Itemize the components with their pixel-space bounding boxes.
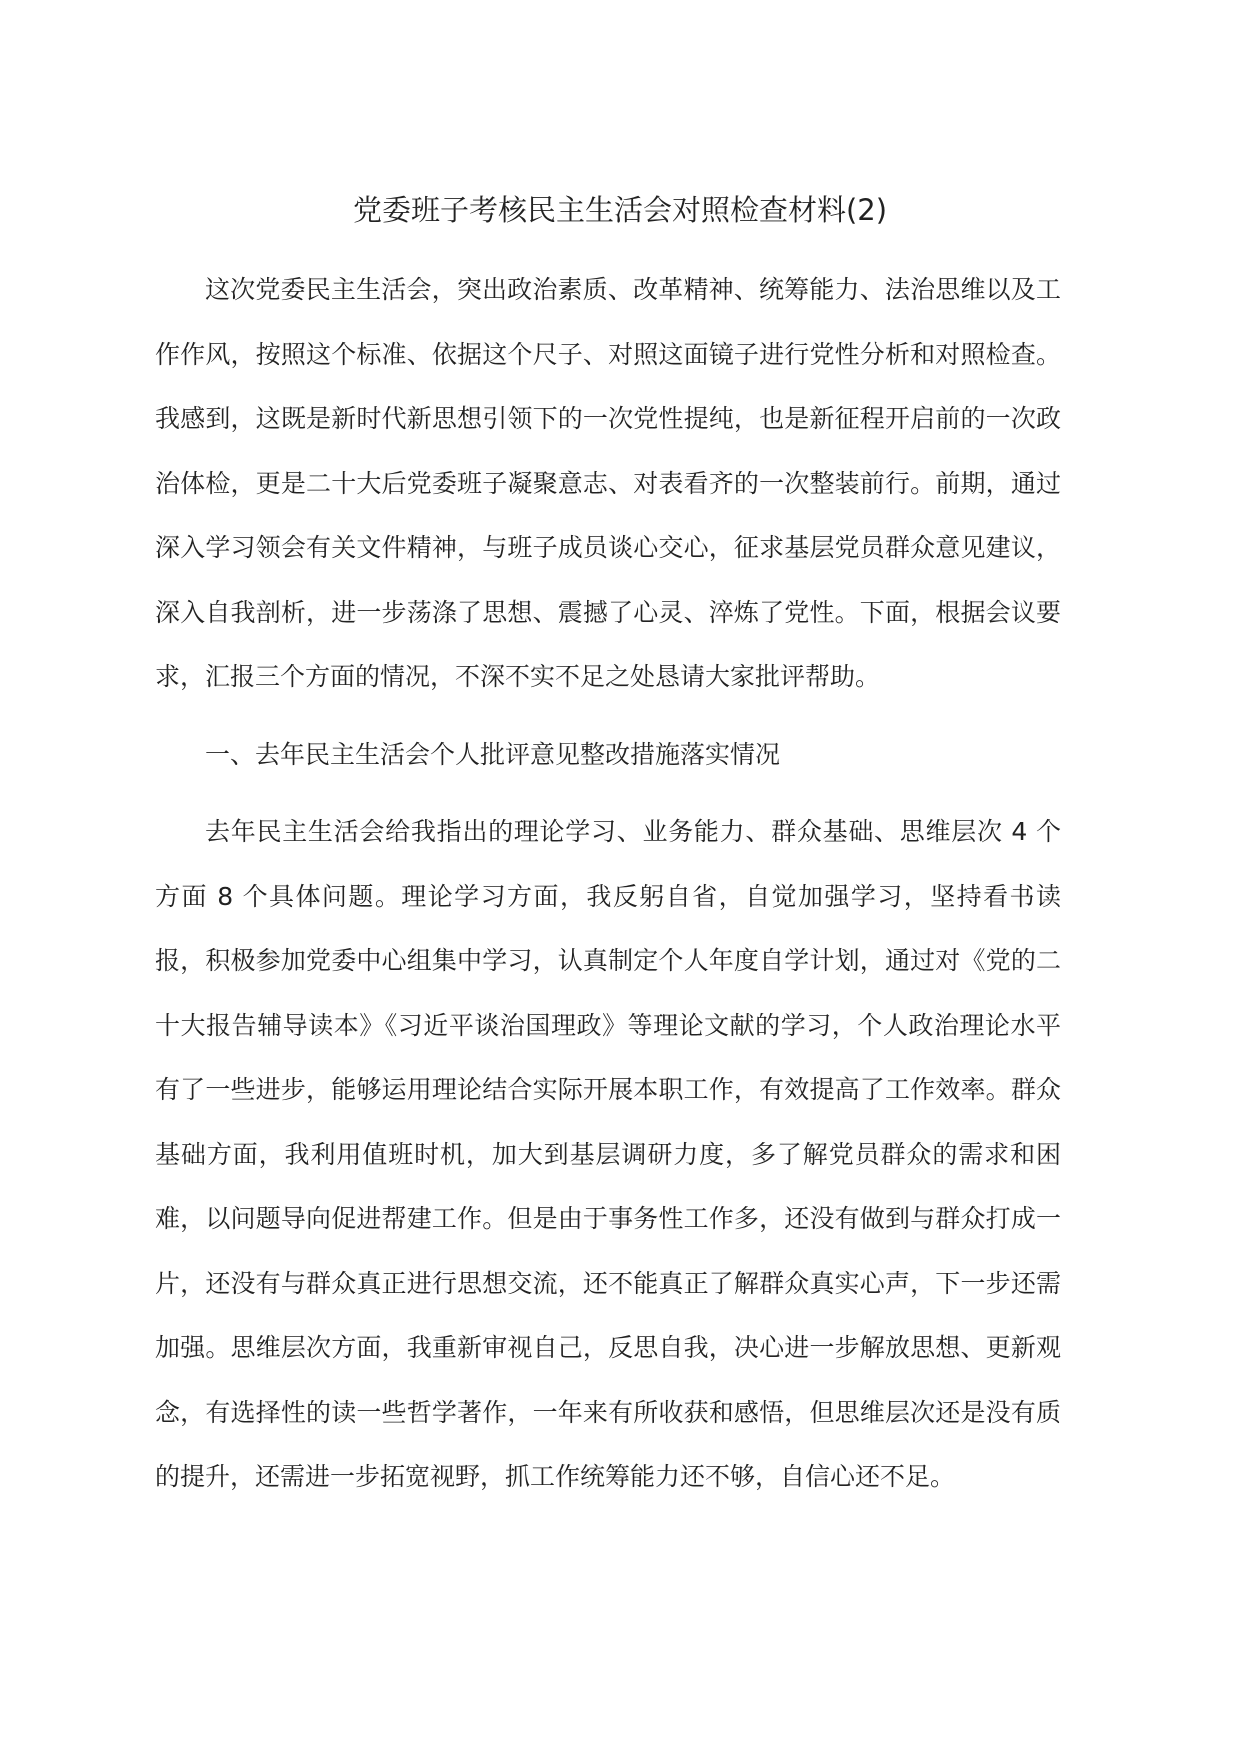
intro-paragraph: 这次党委民主生活会，突出政治素质、改革精神、统筹能力、法治思维以及工作作风，按照这个标准、依据这个尺子、对照这面镜子进行党性分析和对照检查。我感到，这既是新时代新思想引领下的一次党性提纯，也是新征程开启前的一次政治体检，更是二十大后党委班子凝聚意志、对表看齐的一次整装前行。前期，通过深入学习领会有关文件精神，与班子成员谈心交心，征求基层党员群众意见建议，深入自我剖析，进一步荡涤了思想、震撼了心灵、淬炼了党性。下面，根据会议要求，汇报三个方面的情况，不深不实不足之处恳请大家批评帮助。 bbox=[155, 275, 1061, 691]
section-1-paragraph: 去年民主生活会给我指出的理论学习、业务能力、群众基础、思维层次 4 个方面 8 个具体问题。理论学习方面，我反躬自省，自觉加强学习，坚持看书读报，积极参加党委中心组集中学习，认真制定个人年度自学计划，通过对《党的二十大报告辅导读本》《习近平谈治国理政》等理论文献的学习，个人政治理论水平有了一些进步，能够运用理论结合实际开展本职工作，有效提高了工作效率。群众基础方面，我利用值班时机，加大到基层调研力度，多了解党员群众的需求和困难，以问题导向促进帮建工作。但是由于事务性工作多，还没有做到与群众打成一片，还没有与群众真正进行思想交流，还不能真正了解群众真实心声，下一步还需加强。思维层次方面，我重新审视自己，反思自我，决心进一步解放思想、更新观念，有选择性的读一些哲学著作，一年来有所收获和感悟，但思维层次还是没有质的提升，还需进一步拓宽视野，抓工作统筹能力还不够，自信心还不足。 bbox=[155, 817, 1061, 1491]
document-title: 党委班子考核民主生活会对照检查材料(2) bbox=[352, 193, 888, 227]
section-heading-1: 一、去年民主生活会个人批评意见整改措施落实情况 bbox=[205, 740, 781, 769]
